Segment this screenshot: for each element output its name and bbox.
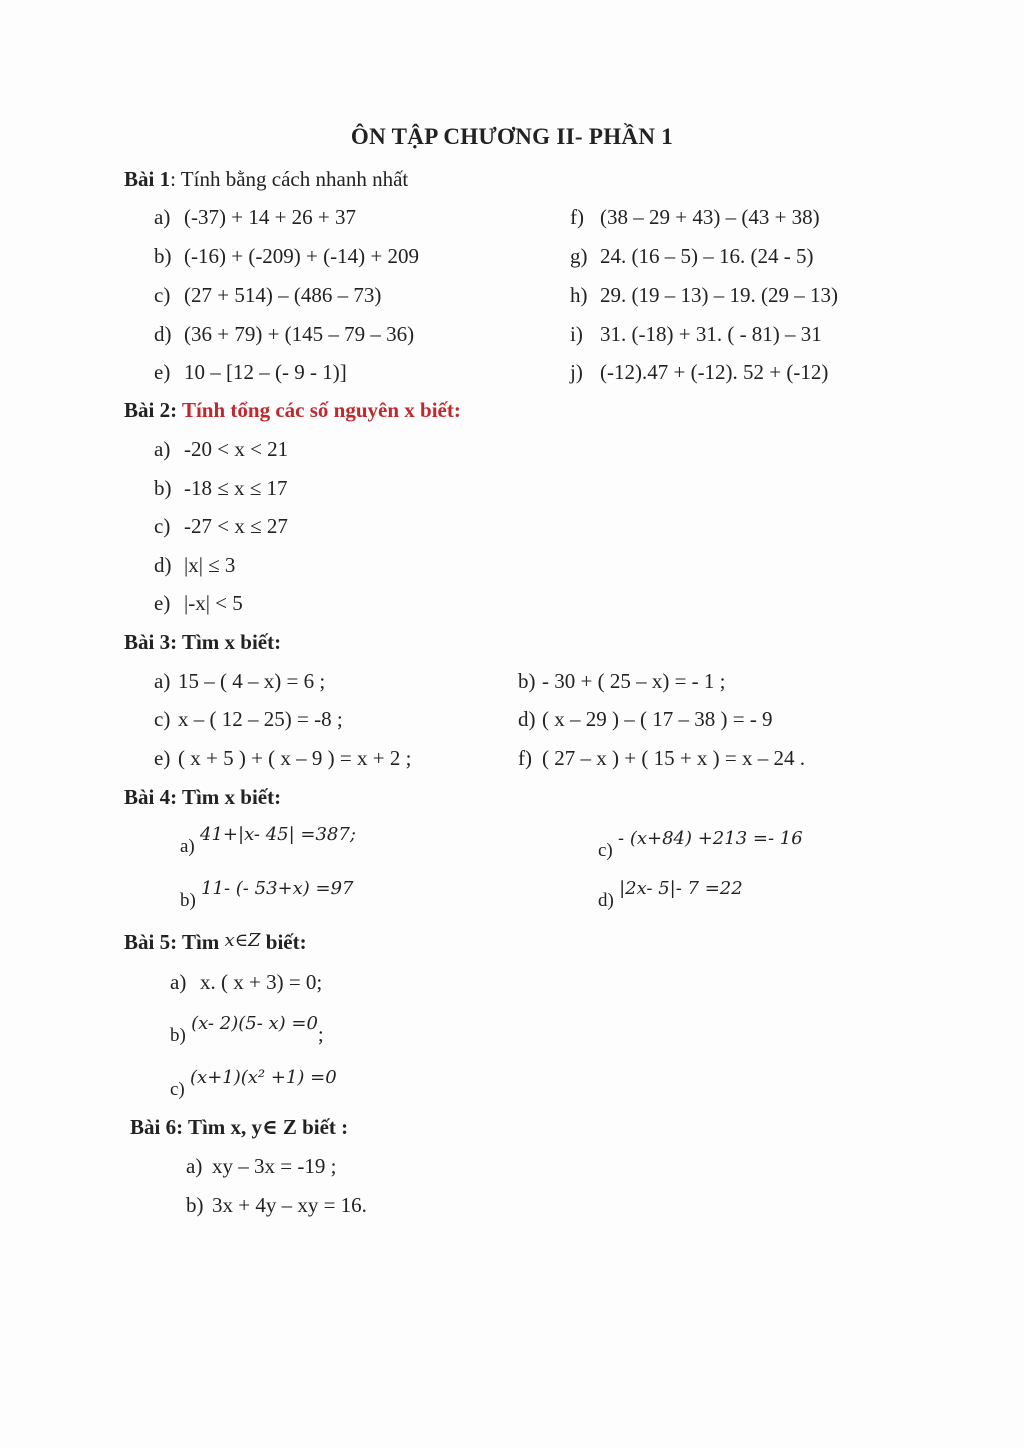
ex3-item-b: b) - 30 + ( 25 – x) = - 1 ; <box>518 669 726 693</box>
ex4-item-c: c) - (x+84) +213 =- 16 <box>598 828 803 861</box>
ex6-item-b: b) 3x + 4y – xy = 16. <box>186 1193 367 1217</box>
ex1-item-i: i) 31. (-18) + 31. ( - 81) – 31 <box>570 322 822 346</box>
exercise-4-heading <box>124 784 281 810</box>
ex5-item-c: c) (x+1)(x² +1) =0 <box>170 1067 337 1100</box>
ex4-item-a: a) 41+|x- 45| =387; <box>180 824 356 857</box>
exercise-2-heading: Bài 2: Tính tổng các số nguyên x biết: <box>124 398 461 422</box>
ex1-item-c: c) (27 + 514) – (486 – 73) <box>154 283 382 307</box>
ex1-item-g: g) 24. (16 – 5) – 16. (24 - 5) <box>570 244 814 268</box>
ex6-item-a: a) xy – 3x = -19 ; <box>186 1154 337 1178</box>
ex3-item-d: d) ( x – 29 ) – ( 17 – 38 ) = - 9 <box>518 707 773 731</box>
ex2-item-d: d) |x| ≤ 3 <box>154 553 236 577</box>
exercise-2-label: Bài 2 <box>124 398 171 422</box>
ex1-item-e: e) 10 – [12 – (- 9 - 1)] <box>154 360 347 384</box>
ex1-item-h: h) 29. (19 – 13) – 19. (29 – 13) <box>570 283 838 307</box>
ex2-item-a: a) -20 < x < 21 <box>154 437 289 461</box>
ex5-item-a: a) x. ( x + 3) = 0; <box>170 970 323 994</box>
ex1-item-d: d) (36 + 79) + (145 – 79 – 36) <box>154 322 415 346</box>
ex3-item-c: c) x – ( 12 – 25) = -8 ; <box>154 707 343 731</box>
exercise-1-label: Bài 1 <box>124 167 171 191</box>
ex1-item-j: j) (-12).47 + (-12). 52 + (-12) <box>570 360 829 384</box>
exercise-5-set: x∈Z <box>224 930 261 951</box>
ex4-item-b: b) 11- (- 53+x) =97 <box>180 878 354 911</box>
exercise-6-heading <box>130 1114 348 1140</box>
ex3-item-e: e) ( x + 5 ) + ( x – 9 ) = x + 2 ; <box>154 746 412 770</box>
exercise-5-heading <box>124 929 307 957</box>
ex2-item-e: e) |-x| < 5 <box>154 591 243 615</box>
ex5-item-b: b) (x- 2)(5- x) =0; <box>170 1013 324 1046</box>
ex1-item-b: b) (-16) + (-209) + (-14) + 209 <box>154 244 419 268</box>
exercise-3-text: : Tìm x biết: <box>170 630 282 654</box>
exercise-1-heading <box>124 166 408 192</box>
ex2-item-b: b) -18 ≤ x ≤ 17 <box>154 476 288 500</box>
ex3-item-a: a) 15 – ( 4 – x) = 6 ; <box>154 669 326 693</box>
exercise-1-text: : Tính bằng cách nhanh nhất <box>170 167 409 191</box>
exercise-4-text: : Tìm x biết: <box>170 785 282 809</box>
ex3-item-f: f) ( 27 – x ) + ( 15 + x ) = x – 24 . <box>518 746 806 770</box>
ex1-item-a: a) (-37) + 14 + 26 + 37 <box>154 205 357 229</box>
exercise-5-label: Bài 5 <box>124 930 171 954</box>
ex2-item-c: c) -27 < x ≤ 27 <box>154 514 288 538</box>
exercise-3-heading <box>124 629 281 655</box>
exercise-5-text: : Tìm <box>170 930 220 954</box>
exercise-3-label: Bài 3 <box>124 630 171 654</box>
exercise-6-text: : Tìm x, y∈ Z biết : <box>176 1115 349 1139</box>
exercise-2-text: Tính tổng các số nguyên x biết: <box>181 398 461 422</box>
exercise-4-label: Bài 4 <box>124 785 171 809</box>
ex4-item-d: d) |2x- 5|- 7 =22 <box>598 878 743 911</box>
exercise-6-label: Bài 6 <box>130 1115 177 1139</box>
page-title: ÔN TẬP CHƯƠNG II- PHẦN 1 <box>350 124 674 149</box>
ex1-item-f: f) (38 – 29 + 43) – (43 + 38) <box>570 205 820 229</box>
exercise-5-text-2: biết: <box>265 930 307 954</box>
